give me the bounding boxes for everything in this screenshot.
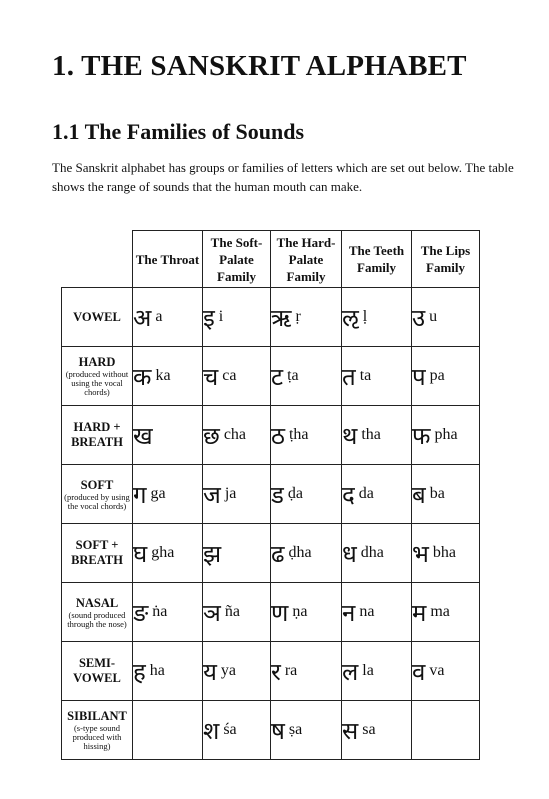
row-header — [62, 406, 133, 465]
table-row — [62, 347, 480, 406]
letter-cell-hard-palate — [271, 642, 342, 701]
devanagari-letter: ग — [133, 480, 147, 509]
devanagari-letter: ञ — [203, 598, 221, 627]
letter-cell-lips — [412, 465, 480, 524]
letter-cell-soft-palate — [203, 347, 271, 406]
row-header — [62, 524, 133, 583]
row-sublabel: (produced by using the vocal chords) — [64, 491, 130, 511]
devanagari-letter: ह — [133, 657, 146, 686]
row-label: HARD + BREATH — [71, 420, 123, 449]
transliteration: ṇa — [292, 603, 308, 620]
letter-cell-lips — [412, 701, 480, 760]
intro-paragraph: The Sanskrit alphabet has groups or families of letters which are set out below. The table shows the range of sounds that the human mouth can make. — [52, 160, 514, 194]
letter-cell-soft-palate — [203, 642, 271, 701]
letter-cell-hard-palate — [271, 406, 342, 465]
transliteration: ṭha — [288, 426, 309, 443]
letter-cell-soft-palate — [203, 701, 271, 760]
transliteration: dha — [360, 544, 384, 561]
devanagari-letter: य — [203, 657, 217, 686]
letter-cell-soft-palate — [203, 465, 271, 524]
devanagari-letter: झ — [203, 539, 222, 568]
devanagari-letter: च — [203, 362, 219, 391]
transliteration: śa — [223, 721, 237, 738]
devanagari-letter: स — [342, 716, 359, 745]
row-label: VOWEL — [73, 309, 121, 324]
devanagari-letter: घ — [133, 539, 148, 568]
column-header-hard-palate: The Hard-Palate Family — [271, 231, 342, 288]
transliteration: ja — [224, 485, 237, 502]
row-header — [62, 288, 133, 347]
devanagari-letter: फ — [412, 421, 431, 450]
letter-cell-teeth — [342, 406, 412, 465]
devanagari-letter: ष — [271, 716, 285, 745]
row-label: SOFT + BREATH — [71, 538, 123, 567]
table-row — [62, 583, 480, 642]
letter-cell-lips — [412, 583, 480, 642]
devanagari-letter: थ — [342, 421, 358, 450]
corner-cell — [62, 231, 133, 288]
page-title: 1. THE SANSKRIT ALPHABET — [52, 50, 467, 82]
letter-cell-lips — [412, 642, 480, 701]
transliteration: ḍa — [287, 485, 303, 502]
row-label: HARD — [78, 355, 116, 369]
letter-cell-throat — [133, 524, 203, 583]
devanagari-letter: ब — [412, 480, 426, 509]
row-label: SEMI-VOWEL — [73, 656, 121, 685]
devanagari-letter: ङ — [133, 598, 149, 627]
row-sublabel: (sound produced through the nose) — [67, 609, 127, 629]
letter-cell-soft-palate — [203, 524, 271, 583]
transliteration: ba — [429, 485, 445, 502]
section-heading: 1.1 The Families of Sounds — [52, 119, 305, 144]
transliteration: va — [429, 662, 445, 679]
devanagari-letter: ढ — [271, 539, 285, 568]
transliteration: ma — [430, 603, 450, 620]
devanagari-letter: ठ — [271, 421, 285, 450]
letter-cell-teeth — [342, 347, 412, 406]
devanagari-letter: क — [133, 362, 152, 391]
letter-cell-throat — [133, 701, 203, 760]
transliteration: cha — [223, 426, 247, 443]
transliteration: la — [362, 662, 374, 679]
letter-cell-throat — [133, 583, 203, 642]
transliteration: ṭa — [287, 367, 299, 384]
row-header — [62, 347, 133, 406]
transliteration: ḍha — [288, 544, 312, 561]
column-header-throat: The Throat — [133, 231, 203, 288]
devanagari-letter: द — [342, 480, 355, 509]
letter-cell-teeth — [342, 701, 412, 760]
letter-cell-lips — [412, 406, 480, 465]
row-sublabel: (s-type sound produced with hissing) — [72, 723, 122, 751]
row-sublabel: (produced without using the vocal chords) — [65, 369, 129, 397]
transliteration: i — [218, 308, 224, 325]
devanagari-letter: छ — [203, 421, 220, 450]
devanagari-letter: ट — [271, 362, 284, 391]
transliteration: ṅa — [152, 603, 168, 620]
transliteration: ra — [284, 662, 298, 679]
letter-cell-lips — [412, 524, 480, 583]
devanagari-letter: त — [342, 362, 356, 391]
letter-cell-hard-palate — [271, 524, 342, 583]
devanagari-letter: ख — [133, 421, 153, 450]
transliteration: ña — [224, 603, 240, 620]
header-row — [62, 231, 480, 288]
devanagari-letter: व — [412, 657, 426, 686]
devanagari-letter: न — [342, 598, 356, 627]
devanagari-letter: ज — [203, 480, 221, 509]
transliteration: u — [429, 308, 438, 325]
transliteration: ka — [155, 367, 171, 384]
letter-cell-throat — [133, 406, 203, 465]
devanagari-letter: उ — [412, 303, 426, 332]
letter-cell-teeth — [342, 288, 412, 347]
transliteration: ga — [150, 485, 166, 502]
row-header — [62, 701, 133, 760]
table-row — [62, 701, 480, 760]
transliteration: pa — [429, 367, 445, 384]
letter-cell-soft-palate — [203, 406, 271, 465]
letter-cell-teeth — [342, 524, 412, 583]
transliteration: sa — [362, 721, 376, 738]
table-row — [62, 524, 480, 583]
row-label: SOFT — [80, 477, 114, 492]
transliteration: ya — [220, 662, 237, 679]
devanagari-letter: र — [271, 657, 281, 686]
letter-cell-throat — [133, 347, 203, 406]
transliteration: pha — [434, 426, 458, 443]
alphabet-table — [61, 230, 480, 760]
devanagari-letter: ऋ — [271, 303, 292, 332]
transliteration: na — [359, 603, 375, 620]
letter-cell-hard-palate — [271, 347, 342, 406]
transliteration: ha — [149, 662, 165, 679]
transliteration: da — [358, 485, 374, 502]
row-label: SIBILANT — [67, 709, 127, 723]
row-label: NASAL — [75, 595, 119, 610]
devanagari-letter: म — [412, 598, 427, 627]
table-row — [62, 288, 480, 347]
transliteration: ṛ — [295, 308, 301, 325]
devanagari-letter: प — [412, 362, 426, 391]
letter-cell-hard-palate — [271, 288, 342, 347]
transliteration: ḷ — [362, 308, 368, 325]
row-header — [62, 583, 133, 642]
devanagari-letter: इ — [203, 303, 215, 332]
row-header — [62, 465, 133, 524]
letter-cell-hard-palate — [271, 583, 342, 642]
transliteration: a — [155, 308, 163, 325]
letter-cell-throat — [133, 465, 203, 524]
table-row — [62, 406, 480, 465]
column-header-lips: The Lips Family — [412, 231, 480, 288]
devanagari-letter: ण — [271, 598, 289, 627]
devanagari-letter: भ — [412, 539, 429, 568]
letter-cell-lips — [412, 288, 480, 347]
devanagari-letter: ध — [342, 539, 357, 568]
letter-cell-throat — [133, 642, 203, 701]
transliteration: ta — [359, 367, 372, 384]
column-header-soft-palate: The Soft-Palate Family — [203, 231, 271, 288]
devanagari-letter: ड — [271, 480, 284, 509]
column-header-teeth: The Teeth Family — [342, 231, 412, 288]
letter-cell-teeth — [342, 642, 412, 701]
letter-cell-soft-palate — [203, 583, 271, 642]
transliteration: bha — [432, 544, 456, 561]
table-row — [62, 642, 480, 701]
devanagari-letter: श — [203, 716, 220, 745]
devanagari-letter: ल — [342, 657, 359, 686]
row-header — [62, 642, 133, 701]
transliteration: tha — [361, 426, 381, 443]
letter-cell-throat — [133, 288, 203, 347]
letter-cell-teeth — [342, 583, 412, 642]
transliteration: ṣa — [288, 721, 303, 738]
letter-cell-hard-palate — [271, 701, 342, 760]
table-row — [62, 465, 480, 524]
transliteration: ca — [222, 367, 237, 384]
letter-cell-soft-palate — [203, 288, 271, 347]
letter-cell-teeth — [342, 465, 412, 524]
letter-cell-hard-palate — [271, 465, 342, 524]
letter-cell-lips — [412, 347, 480, 406]
devanagari-letter: अ — [133, 303, 152, 332]
devanagari-letter: ऌ — [342, 303, 359, 332]
transliteration: gha — [151, 544, 175, 561]
